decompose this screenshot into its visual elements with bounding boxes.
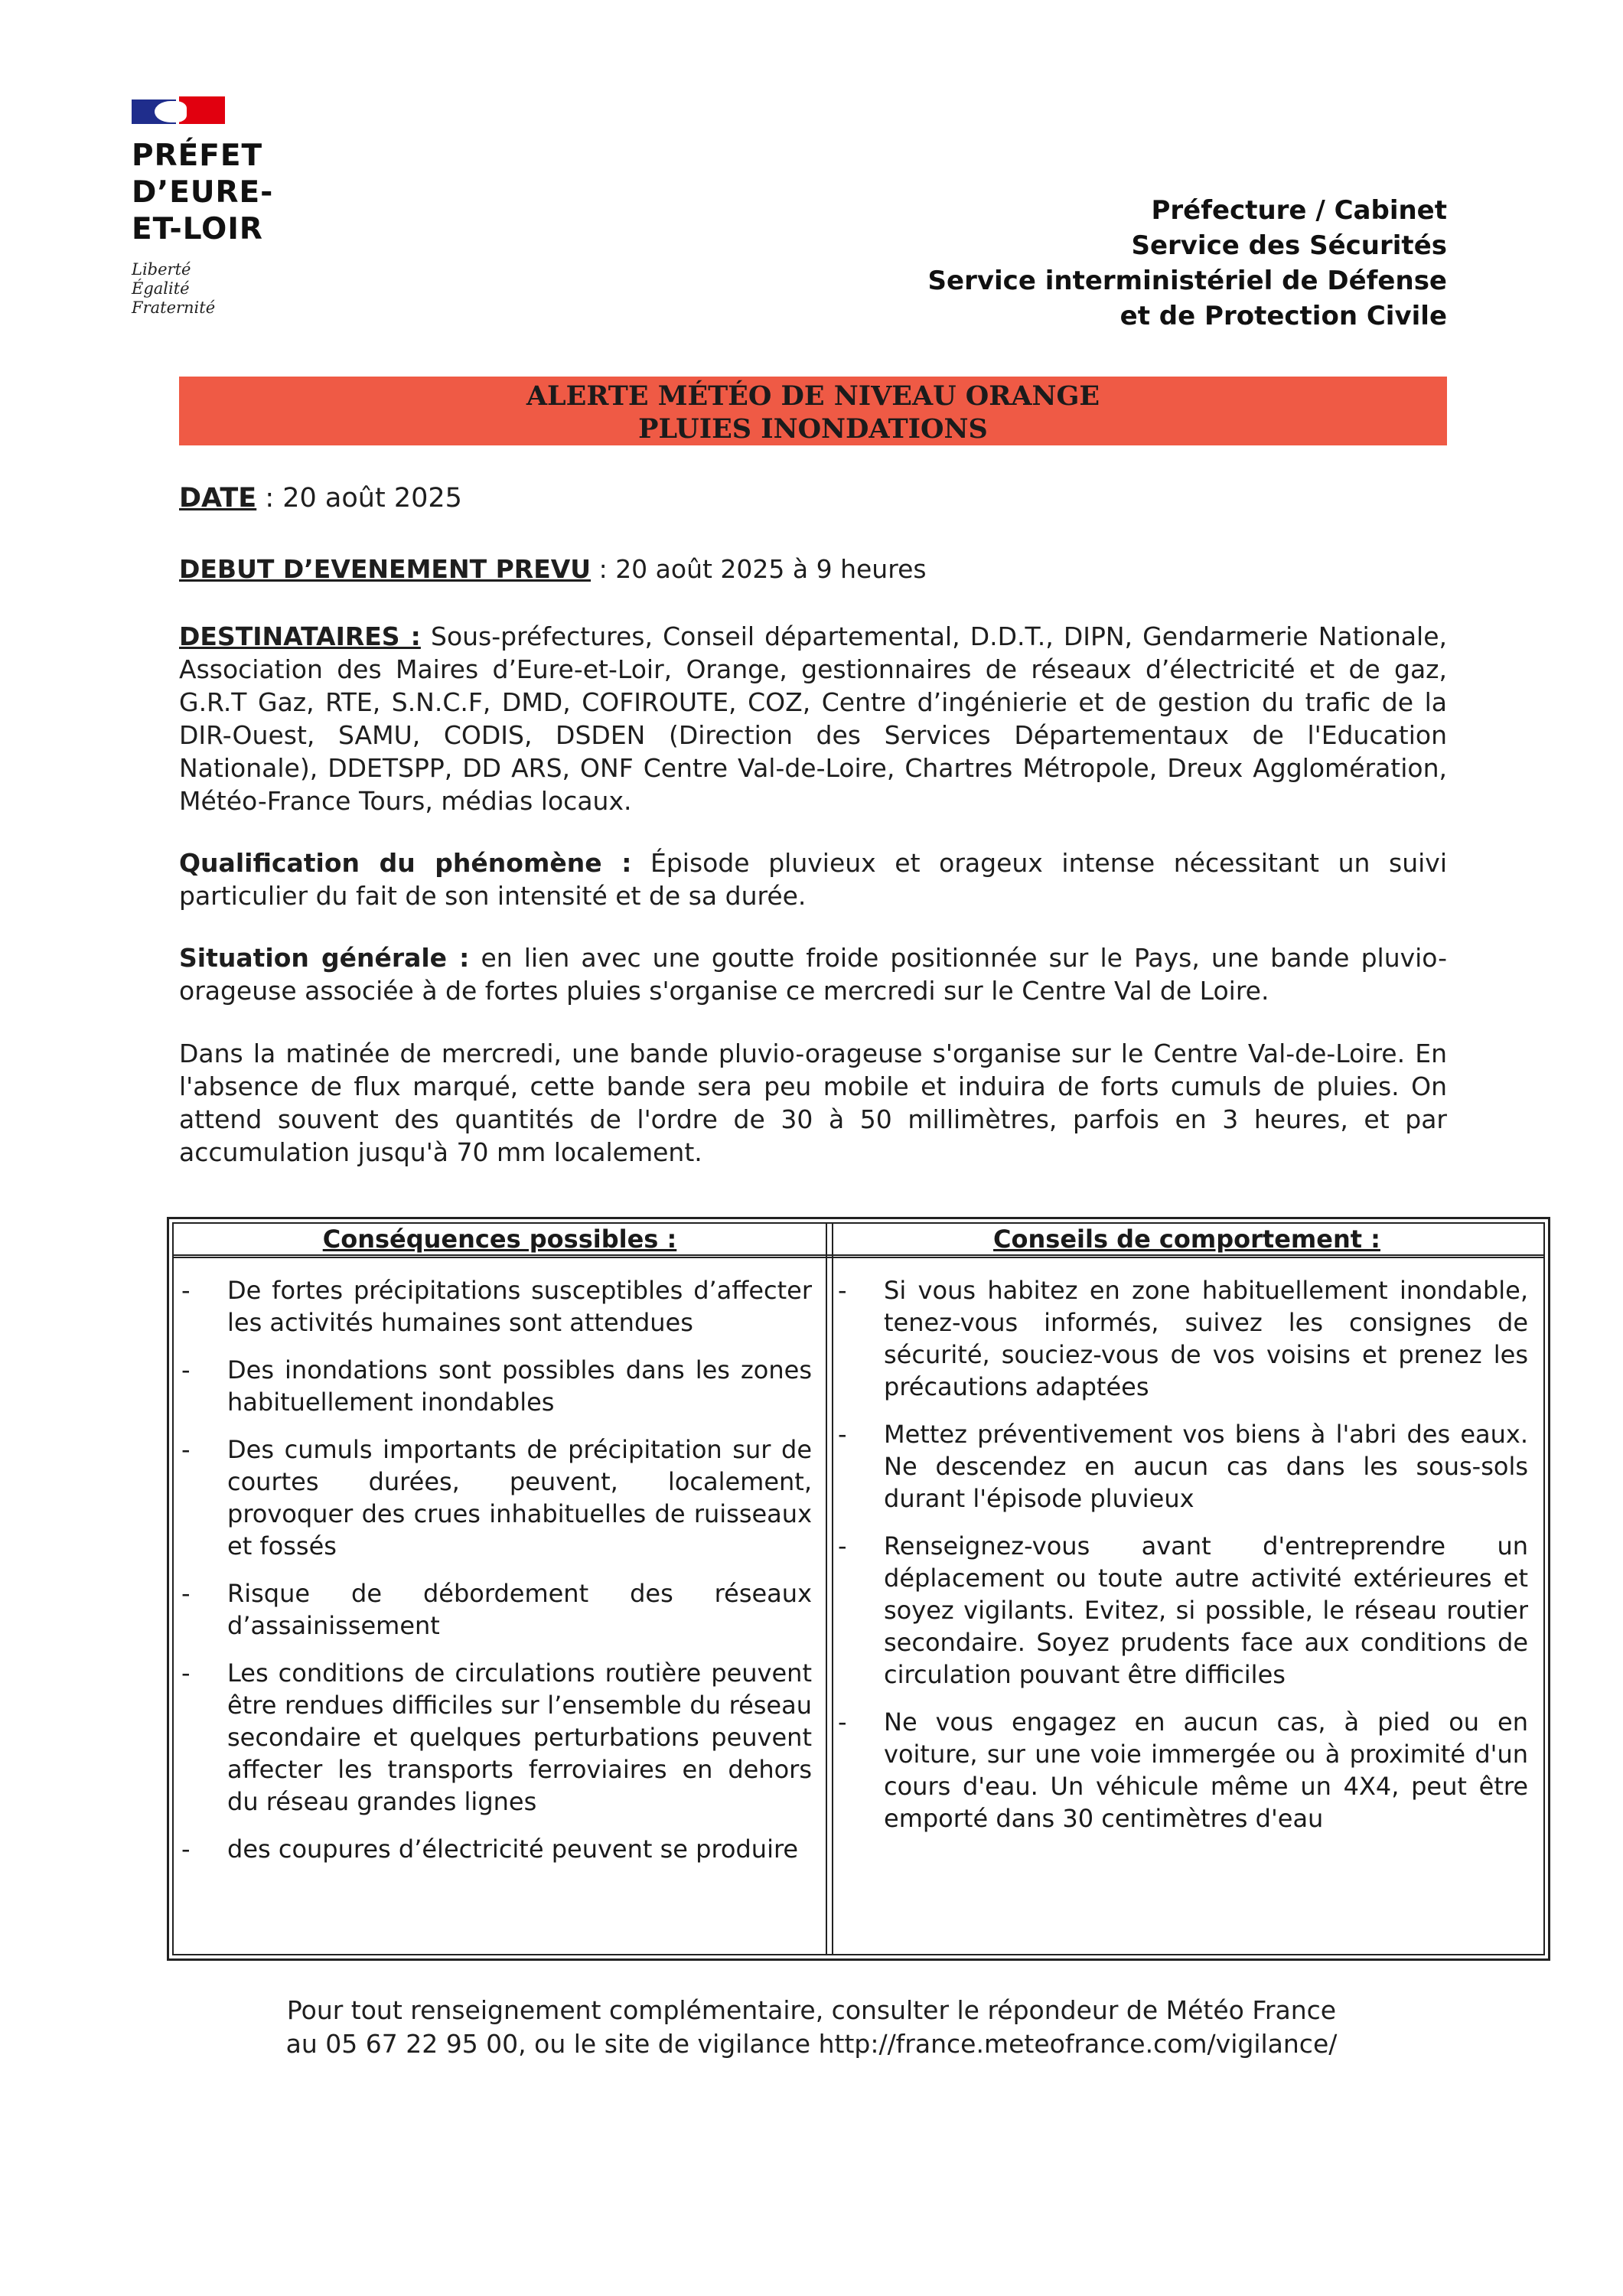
recipients-paragraph	[179, 620, 1447, 817]
prefet-title-line-1: PRÉFET	[132, 139, 263, 173]
prefecture-logo	[132, 96, 361, 318]
table-header-row	[174, 1224, 1543, 1258]
alert-subtitle: PLUIES INONDATIONS	[638, 413, 988, 445]
recipients-label: DESTINATAIRES :	[179, 621, 421, 651]
prefet-title-line-2: D’EURE-	[132, 175, 274, 210]
list-item: - De fortes précipitations susceptibles d’affecter les activités humaines sont attendues	[181, 1276, 812, 1337]
consequences-header: Conséquences possibles :	[322, 1225, 677, 1254]
issuing-service-line-2: Service des Sécurités	[1131, 230, 1447, 261]
footer-line-2: au 05 67 22 95 00, ou le site de vigilance http://france.meteofrance.com/vigilance/	[285, 2029, 1338, 2059]
date-separator: :	[256, 483, 283, 514]
issuing-service-line-1: Préfecture / Cabinet	[1151, 195, 1447, 226]
alert-title: ALERTE MÉTÉO DE NIVEAU ORANGE	[526, 380, 1100, 412]
list-item: - Des cumuls importants de précipitation sur de courtes durées, peuvent, localement, provoquer des crues inhabituelles de ruisseaux et fossés	[181, 1435, 812, 1561]
date-line	[179, 482, 1447, 515]
list-item: - des coupures d’électricité peuvent se produire	[181, 1835, 799, 1864]
advice-header: Conseils de comportement :	[993, 1225, 1380, 1254]
date-value: 20 août 2025	[282, 483, 462, 514]
situation-label: Situation générale :	[179, 943, 470, 973]
recipients-text: Sous-préfectures, Conseil départemental, D.D.T., DIPN, Gendarmerie Nationale, Association des Maires d’Eure-et-Loir, Orange, gestionnaires de réseaux d’électricité et de gaz, G.R.T Gaz, RTE, S.N.C.F, DMD, COFIROUTE, COZ, Centre d’ingénierie et de gestion du trafic de la DIR-Ouest, SAMU, CODIS, DSDEN (Direction des Services Départementaux de l'Education Nationale), DDETSPP, DD ARS, ONF Centre Val-de-Loire, Chartres Métropole, Dreux Agglomération, Météo-France Tours, médias locaux.	[179, 621, 1447, 816]
list-item: - Risque de débordement des réseaux d’assainissement	[181, 1579, 812, 1640]
consequences-list	[174, 1274, 812, 1880]
list-item: - Renseignez-vous avant d'entreprendre un déplacement ou toute autre activité extérieures et soyez vigilants. Evitez, si possible, le réseau routier secondaire. Soyez prudents face aux conditions de circulation pouvant être difficiles	[838, 1531, 1528, 1689]
marianne-icon	[132, 96, 227, 126]
qualification-text: Épisode pluvieux et orageux intense nécessitant un suivi particulier du fait de son intensité et de sa durée.	[179, 848, 1447, 911]
advice-list	[830, 1274, 1528, 1850]
republic-motto	[132, 260, 361, 318]
footer-line-1: Pour tout renseignement complémentaire, consulter le répondeur de Météo France	[286, 1995, 1337, 2025]
list-item: - Mettez préventivement vos biens à l'abri des eaux. Ne descendez en aucun cas dans les sous-sols durant l'épisode pluvieux	[838, 1420, 1528, 1513]
list-item: - Les conditions de circulations routière peuvent être rendues difficiles sur l’ensemble du réseau secondaire et quelques perturbations peuvent affecter les transports ferroviaires en dehors du réseau grandes lignes	[181, 1658, 812, 1816]
list-item: - Si vous habitez en zone habituellement inondable, tenez-vous informés, suivez les consignes de sécurité, souciez-vous de vos voisins et prenez les précautions adaptées	[838, 1276, 1528, 1401]
consequences-advice-table	[167, 1217, 1550, 1961]
prefet-title-line-3: ET-LOIR	[132, 212, 263, 246]
list-item: - Ne vous engagez en aucun cas, à pied ou en voiture, sur une voie immergée ou à proximité d'un cours d'eau. Un véhicule même un 4X4, peut être emporté dans 30 centimètres d'eau	[838, 1707, 1528, 1833]
issuing-service-line-3: Service interministériel de Défense	[927, 266, 1447, 296]
situation-text: en lien avec une goutte froide positionnée sur le Pays, une bande pluvio-orageuse associée à de fortes pluies s'organise ce mercredi sur le Centre Val de Loire.	[179, 943, 1448, 1006]
issuing-service-line-4: et de Protection Civile	[1119, 301, 1447, 331]
motto-egalite: Égalité	[132, 279, 190, 298]
footer-info	[0, 1994, 1623, 2061]
forecast-paragraph: Dans la matinée de mercredi, une bande pluvio-orageuse s'organise sur le Centre Val-de-Loire. En l'absence de flux marqué, cette bande sera peu mobile et induira de forts cumuls de pluies. On attend souvent des quantités de l'ordre de 30 à 50 millimètres, parfois en 3 heures, et par accumulation jusqu'à 70 mm localement.	[179, 1039, 1447, 1167]
situation-paragraph	[179, 941, 1447, 1007]
event-start-line	[179, 553, 1447, 585]
alert-banner	[179, 377, 1447, 445]
motto-fraternite: Fraternité	[132, 298, 216, 317]
date-label: DATE	[179, 483, 257, 514]
qualification-label: Qualification du phénomène :	[179, 848, 632, 878]
issuing-service	[928, 193, 1447, 334]
qualification-paragraph	[179, 846, 1447, 912]
motto-liberte: Liberté	[132, 260, 191, 279]
event-start-label: DEBUT D’EVENEMENT PREVU	[179, 554, 592, 584]
event-start-value: 20 août 2025 à 9 heures	[615, 554, 927, 584]
list-item: - Des inondations sont possibles dans les zones habituellement inondables	[181, 1355, 812, 1417]
event-start-separator: :	[591, 554, 616, 584]
